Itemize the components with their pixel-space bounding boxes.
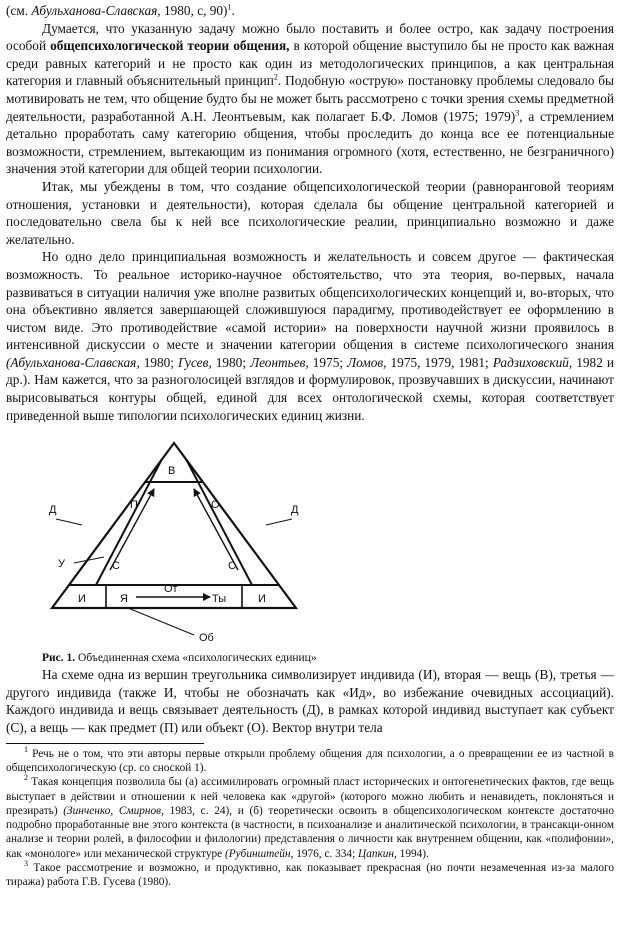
label-activity-right: Д (291, 504, 299, 517)
footnote-number: 3 (24, 859, 28, 869)
text: Думается, что указанную задачу можно было поставить и более остро, как задачу построения особой (6, 20, 614, 54)
text: Но одно дело принципиальная возможность и желательность и совсем другое — фактическая возможность. То реальное историко-научное обстоятельство, что эта теория, во-первых, начала развиваться в ситуации наличия уже вполне развитых общепсихологических концепций и, во-вторых, что она объективно является завершающей сложившуюся парадигму, противодействует ее оформлению в чистом виде. Это противодействие «самой истории» на поверхности научной жизни проявилось в интенсивной дискуссии о месте и значении категории общения в системе психологического знания (6, 249, 614, 353)
text: 1982 и др.). Нам кажется, что за разноголосицей взглядов и формулировок, прозвучавших в дискуссии, начинают вырисовываться контуры общей, единой для всех онтологической схемы, которая соответствует приведенной выше типологии психологических единиц жизни. (6, 354, 615, 423)
label-ustanovka: У (58, 558, 65, 571)
paragraph-2: Итак, мы убеждены в том, что создание общепсихологической теории (равноранговой теориям отношения, установки и деятельности), которая сделала бы общение центральной категорией и последовательно свела бы к ней все психологические реалии, принципиально возможно и даже желательно. (6, 178, 614, 247)
author-citation: Абульханова-Славская, (31, 3, 161, 18)
footnote-ref: 3 (515, 108, 520, 118)
label-individual-right: И (258, 593, 266, 606)
paragraph-1 (6, 20, 614, 178)
author-citation: Гусев, (178, 354, 212, 370)
label-thing: В (168, 465, 176, 478)
text: 1980; (211, 354, 251, 370)
text: , а стремлением детально проработать саму категорию общения, чтобы проследить до конца все ее потенциальные возможности, стремлением, вытекающим из понимания огромного (хотя, естественно, не безграничного) значения этой категории для общей теории психологии. (6, 108, 614, 177)
footnote-1 (6, 744, 614, 776)
label-subject-right: С (228, 560, 236, 573)
paragraph-4: На схеме одна из вершин треугольника символизирует индивида (И), вторая — вещь (В), третья — другого индивида (также И, чтобы не обозначать как «Ид», во избежание очевидных ассоциаций). Каждого индивида и вещь связывает деятельность (Д), в рамках которой индивид выступает как субъект (С), а вещь — как предмет (П) или объект (О). Вектор внутри тела (6, 667, 614, 736)
figure-caption (42, 651, 614, 666)
footnote-text: Такая концепция позволила бы (а) ассимилировать огромный пласт исторических и онтогенетических фактов, где вещь выступает в действии и отношении к ней человека как «другой» (которого можно любить и ненавидеть, поклоняться и презирать) (6, 776, 614, 817)
leader-ob (128, 608, 194, 635)
footnote-separator (6, 743, 204, 744)
footnote-text: 1994). (396, 847, 429, 860)
author-citation: (Рубинштейн, (225, 847, 294, 860)
inner-line-right (186, 459, 252, 585)
footnote-number: 2 (24, 773, 28, 783)
label-object: О (211, 499, 220, 512)
author-citation: (Зинченко, Смирнов, (63, 804, 164, 817)
label-obschenie: Об (199, 632, 214, 645)
label-ot: От (164, 583, 178, 596)
document-page (6, 2, 614, 890)
label-ya: Я (120, 593, 128, 606)
label-subject-left: С (112, 560, 120, 573)
leader-d-left (56, 519, 82, 525)
footnote-2 (6, 775, 614, 861)
author-citation: Леонтьев, (250, 354, 309, 370)
text: . Подобную «острую» постановку проблемы следовало бы мотивировать не тем, что общение будто бы не может быть рассмотрено с точки зрения схемы предметной деятельности, разработанной А.Н. Леонтьевым, как полагает Б.Ф. Ломов (1975; 1979) (6, 73, 614, 124)
caption-text: Объединенная схема «психологических единиц» (75, 652, 317, 665)
footnote-text: 1983, с. 24), и (б) теоретически освоить в общепсихологическом контексте достаточно подробно проработанные вне этого контекста (в частности, в психоанализе и аналитической психологии, в трансакци-онном анализе и теории ролей, в философии и филологии) представления о личности как внутреннем общении, как «полифонии», как «монологе» или механической структуре (6, 804, 615, 860)
footnote-3 (6, 861, 614, 890)
footnote-text: 1976, с. 334; (293, 847, 359, 860)
text: 1980; (139, 354, 179, 370)
footnote-text: Такое рассмотрение и возможно, и продуктивно, как показывает прекрасная (но почти незамеченная из-за малого тиража) работа Г.В. Гусева (1980). (6, 862, 614, 889)
footnote-ref: 1 (227, 2, 232, 12)
author-citation: Ломов, (347, 354, 387, 370)
inner-line-left (96, 459, 162, 585)
text: в которой общение выступило бы не просто как важная среди равных категорий и не просто как один из методологических принципов, а как центральная категория и главный объяснительный принцип (6, 38, 614, 89)
units-diagram (44, 435, 304, 651)
text: (см. (6, 3, 32, 18)
label-predmet: П (130, 499, 138, 512)
figure-1 (6, 435, 614, 651)
label-ty: Ты (212, 593, 227, 606)
leader-d-right (266, 519, 292, 525)
text: 1975, 1979, 1981; (386, 354, 493, 370)
caption-number: Рис. 1. (42, 652, 76, 665)
text: 1980, с, 90) (160, 3, 228, 18)
text: 1975; (308, 354, 348, 370)
footnote-number: 1 (24, 744, 28, 754)
footnote-ref: 2 (273, 72, 278, 82)
label-activity-left: Д (49, 504, 57, 517)
footnote-text: Речь не о том, что эти авторы первые открыли проблему общения для психологии, а о превращении ее из частной в общепсихологическую (ср. со сноской 1). (6, 747, 614, 774)
text: . (231, 3, 235, 18)
author-citation: (Абульханова-Славская, (6, 354, 140, 370)
author-citation: Цапкин, (358, 847, 397, 860)
bold-term: общепсихологической теории общения, (50, 38, 290, 54)
paragraph-3 (6, 248, 614, 424)
paragraph-0 (6, 2, 614, 20)
label-individual-left: И (78, 593, 86, 606)
author-citation: Радзиховский, (492, 354, 573, 370)
